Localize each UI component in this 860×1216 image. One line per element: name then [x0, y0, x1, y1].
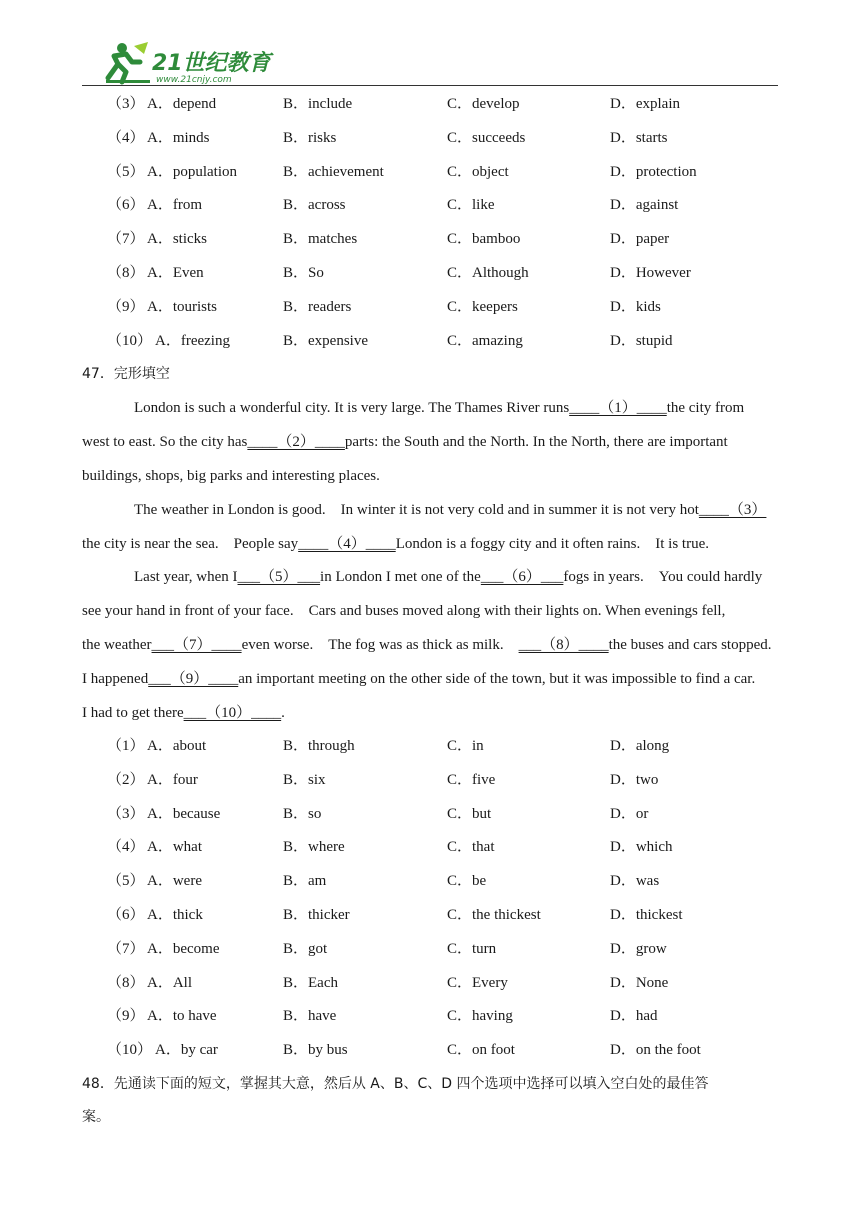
option-number: （6）: [107, 907, 145, 923]
option-c: C．bamboo: [447, 231, 521, 248]
option-b: B．have: [283, 1008, 337, 1025]
blank-5: ___（5）___: [237, 569, 321, 585]
option-row: [0, 735, 860, 757]
option-number: （9）: [107, 1008, 145, 1025]
option-number: （4）: [107, 839, 145, 856]
option-a: A．about: [147, 738, 207, 754]
q48-instruction-cont: 案。: [82, 1109, 110, 1125]
option-a: A．what: [147, 839, 202, 856]
option-d: D．grow: [610, 940, 667, 957]
option-number: （10）: [107, 332, 153, 349]
option-d: D．explain: [610, 96, 680, 112]
blank-2: ____（2）____: [247, 434, 345, 450]
option-a: A．were: [147, 873, 202, 890]
option-b: B．across: [283, 197, 346, 214]
option-number: （4）: [107, 129, 145, 146]
option-row: [0, 836, 860, 858]
q47-passage-line: the weather___（7）____even worse. The fog was as thick as milk. ___（8）____the buses and cars stopped.: [82, 637, 772, 653]
option-number: （7）: [107, 231, 145, 248]
option-number: （7）: [107, 940, 145, 957]
option-a: A．by car: [155, 1042, 218, 1059]
q47-passage-line: The weather in London is good. In winter it is not very cold and in summer it is not very hot____（3）: [134, 502, 767, 518]
option-c: C．keepers: [447, 298, 518, 315]
option-c: C．like: [447, 197, 495, 214]
option-b: B．expensive: [283, 332, 368, 349]
option-row: [0, 803, 860, 825]
option-row: [0, 296, 860, 318]
option-row: [0, 1039, 860, 1061]
option-number: （8）: [107, 265, 145, 281]
q47-title: 47．完形填空: [82, 366, 170, 382]
option-row: [0, 330, 860, 352]
option-number: （3）: [107, 805, 145, 822]
option-d: D．against: [610, 197, 679, 214]
option-c: C．turn: [447, 940, 497, 957]
option-row: [0, 127, 860, 149]
logo-text: 21世纪教育: [152, 51, 271, 76]
option-b: B．am: [283, 873, 327, 890]
option-d: D．stupid: [610, 332, 673, 349]
option-row: [0, 228, 860, 250]
option-b: B．readers: [283, 298, 352, 315]
option-number: （6）: [107, 197, 145, 214]
option-c: C．on foot: [447, 1042, 515, 1059]
option-row: [0, 870, 860, 892]
q47-passage-line: the city is near the sea. People say____（4）____London is a foggy city and it often rains. It is true.: [82, 536, 709, 552]
blank-1: ____（1）____: [569, 400, 667, 416]
option-d: D．had: [610, 1008, 658, 1025]
option-b: B．thicker: [283, 907, 350, 923]
option-number: （5）: [107, 163, 145, 180]
blank-4: ____（4）____: [298, 536, 396, 552]
option-a: A．minds: [147, 129, 210, 146]
option-d: D．However: [610, 265, 691, 281]
option-b: B．include: [283, 96, 353, 112]
logo-subtext: www.21cnjy.com: [156, 75, 232, 85]
option-c: C．amazing: [447, 332, 523, 349]
q47-passage-line: Last year, when I___（5）___in London I met one of the___（6）___fogs in years. You could hardly: [134, 569, 763, 585]
option-d: D．starts: [610, 129, 668, 146]
option-row: [0, 904, 860, 926]
option-row: [0, 1005, 860, 1027]
option-number: （5）: [107, 873, 145, 890]
option-d: D．was: [610, 873, 660, 890]
option-d: D．thickest: [610, 907, 683, 923]
q47-passage-line: London is such a wonderful city. It is very large. The Thames River runs____（1）____the city from: [134, 400, 745, 416]
option-a: A．All: [147, 974, 193, 991]
option-d: D．two: [610, 771, 659, 788]
blank-7: ___（7）____: [151, 637, 242, 653]
site-logo: [100, 40, 280, 88]
option-b: B．So: [283, 265, 324, 281]
option-a: A．depend: [147, 96, 217, 112]
option-b: B．matches: [283, 231, 358, 248]
q47-passage-line: I happened___（9）____an important meeting on the other side of the town, but it was impossible to find a car.: [82, 671, 756, 687]
option-c: C．having: [447, 1008, 513, 1025]
option-row: [0, 769, 860, 791]
option-c: C．succeeds: [447, 129, 526, 146]
option-number: （2）: [107, 771, 145, 788]
option-a: A．Even: [147, 265, 204, 281]
q47-passage-line: see your hand in front of your face. Cars and buses moved along with their lights on. When evenings fell,: [82, 603, 726, 619]
blank-8: ___（8）____: [518, 637, 609, 653]
q47-passage-line: west to east. So the city has____（2）____parts: the South and the North. In the North, there are important: [82, 434, 728, 450]
option-row: [0, 161, 860, 183]
blank-9: ___（9）____: [148, 671, 239, 687]
q47-passage-line: buildings, shops, big parks and interesting places.: [82, 468, 380, 484]
option-c: C．Every: [447, 974, 508, 991]
option-b: B．by bus: [283, 1042, 348, 1059]
option-number: （3）: [107, 96, 145, 112]
option-c: C．develop: [447, 96, 520, 112]
option-d: D．None: [610, 974, 669, 991]
option-a: A．tourists: [147, 298, 218, 315]
option-a: A．population: [147, 163, 237, 180]
option-c: C．Although: [447, 265, 529, 281]
option-a: A．to have: [147, 1008, 217, 1025]
option-b: B．risks: [283, 129, 337, 146]
option-a: A．freezing: [155, 332, 230, 349]
option-b: B．achievement: [283, 163, 384, 180]
option-row: [0, 93, 860, 115]
option-b: B．got: [283, 940, 328, 957]
option-row: [0, 194, 860, 216]
option-a: A．because: [147, 805, 221, 822]
blank-3: ____（3）: [698, 502, 767, 518]
option-d: D．or: [610, 805, 649, 822]
option-d: D．along: [610, 738, 670, 754]
option-a: A．thick: [147, 907, 203, 923]
option-a: A．four: [147, 771, 198, 788]
runner-logo-icon: [100, 40, 280, 88]
option-number: （1）: [107, 738, 145, 754]
option-b: B．through: [283, 738, 355, 754]
option-d: D．on the foot: [610, 1042, 701, 1059]
option-c: C．be: [447, 873, 487, 890]
header-divider: [82, 85, 778, 86]
option-b: B．six: [283, 771, 326, 788]
option-c: C．five: [447, 771, 496, 788]
option-row: [0, 938, 860, 960]
option-b: B．Each: [283, 974, 338, 991]
option-c: C．the thickest: [447, 907, 541, 923]
option-d: D．which: [610, 839, 673, 856]
option-row: [0, 972, 860, 994]
q48-instruction: 48．先通读下面的短文，掌握其大意，然后从 A、B、C、D 四个选项中选择可以填入空白处的最佳答: [82, 1076, 709, 1092]
option-a: A．sticks: [147, 231, 208, 248]
option-b: B．where: [283, 839, 345, 856]
option-d: D．protection: [610, 163, 697, 180]
option-c: C．object: [447, 163, 509, 180]
blank-6: ___（6）___: [480, 569, 564, 585]
option-number: （8）: [107, 974, 145, 991]
option-number: （10）: [107, 1042, 153, 1059]
option-c: C．in: [447, 738, 484, 754]
option-b: B．so: [283, 805, 322, 822]
option-c: C．that: [447, 839, 495, 856]
q47-passage-line: I had to get there___（10）____.: [82, 705, 285, 721]
option-c: C．but: [447, 805, 492, 822]
blank-10: ___（10）____: [183, 705, 282, 721]
option-row: [0, 262, 860, 284]
option-d: D．paper: [610, 231, 670, 248]
option-a: A．become: [147, 940, 220, 957]
option-a: A．from: [147, 197, 202, 214]
option-number: （9）: [107, 298, 145, 315]
option-d: D．kids: [610, 298, 661, 315]
